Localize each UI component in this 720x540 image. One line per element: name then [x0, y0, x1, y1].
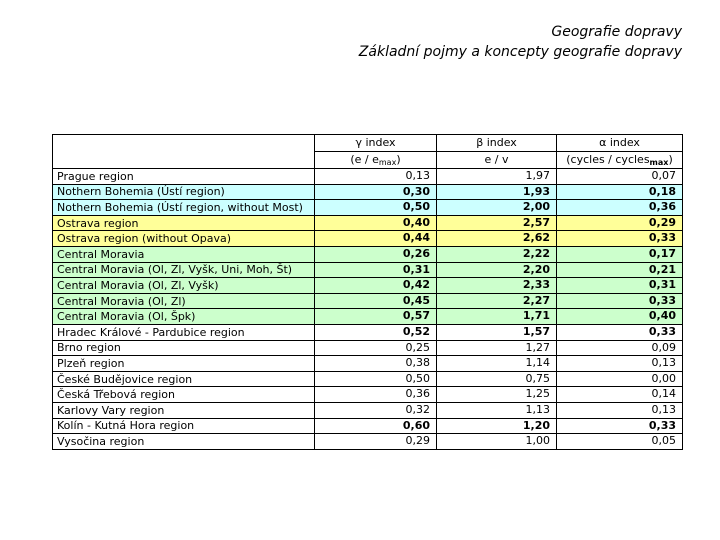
- gamma-formula: $(e / e_{max})$: [315, 152, 437, 169]
- region-name-cell: Central Moravia (Ol, Zl, Vyšk, Uni, Moh, Št): [53, 262, 315, 278]
- region-name-cell: Ostrava region (without Opava): [53, 231, 315, 247]
- table-row: [53, 418, 683, 434]
- alpha-value-cell: 0,13: [557, 356, 683, 372]
- beta-value-cell: 2,33: [437, 278, 557, 294]
- beta-value-cell: 1,57: [437, 324, 557, 340]
- alpha-value-cell: 0,14: [557, 387, 683, 403]
- region-name-cell: Nothern Bohemia (Ústí region, without Most): [53, 200, 315, 216]
- gamma-value-cell: 0,50: [315, 200, 437, 216]
- beta-value-cell: 1,13: [437, 402, 557, 418]
- beta-value-cell: 2,00: [437, 200, 557, 216]
- beta-value-cell: 2,22: [437, 246, 557, 262]
- alpha-value-cell: 0,13: [557, 402, 683, 418]
- table-row: [53, 324, 683, 340]
- table-row: [53, 309, 683, 325]
- table-row: [53, 278, 683, 294]
- table-row: [53, 200, 683, 216]
- alpha-value-cell: 0,33: [557, 324, 683, 340]
- region-name-cell: Central Moravia (Ol, Špk): [53, 309, 315, 325]
- table-row: [53, 356, 683, 372]
- table-row: [53, 434, 683, 450]
- region-name-cell: Kolín - Kutná Hora region: [53, 418, 315, 434]
- slide-header: [359, 22, 682, 62]
- alpha-value-cell: 0,17: [557, 246, 683, 262]
- beta-value-cell: 1,93: [437, 184, 557, 200]
- gamma-value-cell: 0,13: [315, 169, 437, 185]
- table-row: [53, 387, 683, 403]
- table-row: [53, 402, 683, 418]
- table-row: [53, 169, 683, 185]
- gamma-value-cell: 0,52: [315, 324, 437, 340]
- gamma-value-cell: 0,26: [315, 246, 437, 262]
- connectivity-index-table: [52, 134, 683, 450]
- alpha-value-cell: 0,33: [557, 293, 683, 309]
- beta-value-cell: 1,27: [437, 340, 557, 356]
- table-row: [53, 371, 683, 387]
- beta-value-cell: 0,75: [437, 371, 557, 387]
- alpha-value-cell: 0,36: [557, 200, 683, 216]
- beta-formula: e / v: [437, 152, 557, 169]
- beta-value-cell: 2,62: [437, 231, 557, 247]
- region-name-cell: Central Moravia (Ol, Zl, Vyšk): [53, 278, 315, 294]
- gamma-index-header: γ index: [315, 135, 437, 152]
- beta-value-cell: 1,20: [437, 418, 557, 434]
- gamma-value-cell: 0,45: [315, 293, 437, 309]
- region-name-cell: Česká Třebová region: [53, 387, 315, 403]
- alpha-value-cell: 0,05: [557, 434, 683, 450]
- beta-value-cell: 1,97: [437, 169, 557, 185]
- region-name-cell: Prague region: [53, 169, 315, 185]
- alpha-value-cell: 0,21: [557, 262, 683, 278]
- beta-value-cell: 1,71: [437, 309, 557, 325]
- gamma-value-cell: 0,42: [315, 278, 437, 294]
- region-name-cell: Karlovy Vary region: [53, 402, 315, 418]
- gamma-value-cell: 0,40: [315, 215, 437, 231]
- gamma-value-cell: 0,29: [315, 434, 437, 450]
- alpha-value-cell: 0,00: [557, 371, 683, 387]
- gamma-value-cell: 0,38: [315, 356, 437, 372]
- table-row: [53, 340, 683, 356]
- header-row-names: [53, 135, 683, 152]
- beta-value-cell: 1,14: [437, 356, 557, 372]
- gamma-value-cell: 0,31: [315, 262, 437, 278]
- table-row: [53, 231, 683, 247]
- slide-subtitle: Základní pojmy a koncepty geografie dopravy: [358, 44, 682, 60]
- gamma-value-cell: 0,30: [315, 184, 437, 200]
- region-name-cell: Hradec Králové - Pardubice region: [53, 324, 315, 340]
- gamma-value-cell: 0,57: [315, 309, 437, 325]
- beta-index-header: β index: [437, 135, 557, 152]
- table-row: [53, 184, 683, 200]
- table-row: [53, 293, 683, 309]
- region-name-cell: Central Moravia: [53, 246, 315, 262]
- alpha-value-cell: 0,33: [557, 418, 683, 434]
- region-name-cell: Vysočina region: [53, 434, 315, 450]
- slide-title: Geografie dopravy: [551, 24, 682, 40]
- table-row: [53, 215, 683, 231]
- region-name-cell: Ostrava region: [53, 215, 315, 231]
- beta-value-cell: 2,57: [437, 215, 557, 231]
- gamma-value-cell: 0,50: [315, 371, 437, 387]
- beta-value-cell: 1,00: [437, 434, 557, 450]
- alpha-index-header: α index: [557, 135, 683, 152]
- table-row: [53, 262, 683, 278]
- region-name-cell: Nothern Bohemia (Ústí region): [53, 184, 315, 200]
- alpha-value-cell: 0,29: [557, 215, 683, 231]
- region-name-cell: Central Moravia (Ol, Zl): [53, 293, 315, 309]
- gamma-value-cell: 0,60: [315, 418, 437, 434]
- gamma-value-cell: 0,25: [315, 340, 437, 356]
- beta-value-cell: 2,27: [437, 293, 557, 309]
- table-row: [53, 246, 683, 262]
- beta-value-cell: 2,20: [437, 262, 557, 278]
- table-body: [53, 169, 683, 450]
- gamma-value-cell: 0,32: [315, 402, 437, 418]
- alpha-value-cell: 0,33: [557, 231, 683, 247]
- region-name-cell: České Budějovice region: [53, 371, 315, 387]
- gamma-value-cell: 0,36: [315, 387, 437, 403]
- header-blank-cell: [53, 135, 315, 169]
- alpha-value-cell: 0,09: [557, 340, 683, 356]
- region-name-cell: Plzeň region: [53, 356, 315, 372]
- alpha-value-cell: 0,18: [557, 184, 683, 200]
- gamma-value-cell: 0,44: [315, 231, 437, 247]
- beta-value-cell: 1,25: [437, 387, 557, 403]
- alpha-value-cell: 0,31: [557, 278, 683, 294]
- region-name-cell: Brno region: [53, 340, 315, 356]
- alpha-value-cell: 0,07: [557, 169, 683, 185]
- alpha-formula: (cycles / cycles$_{max}$): [557, 152, 683, 169]
- alpha-value-cell: 0,40: [557, 309, 683, 325]
